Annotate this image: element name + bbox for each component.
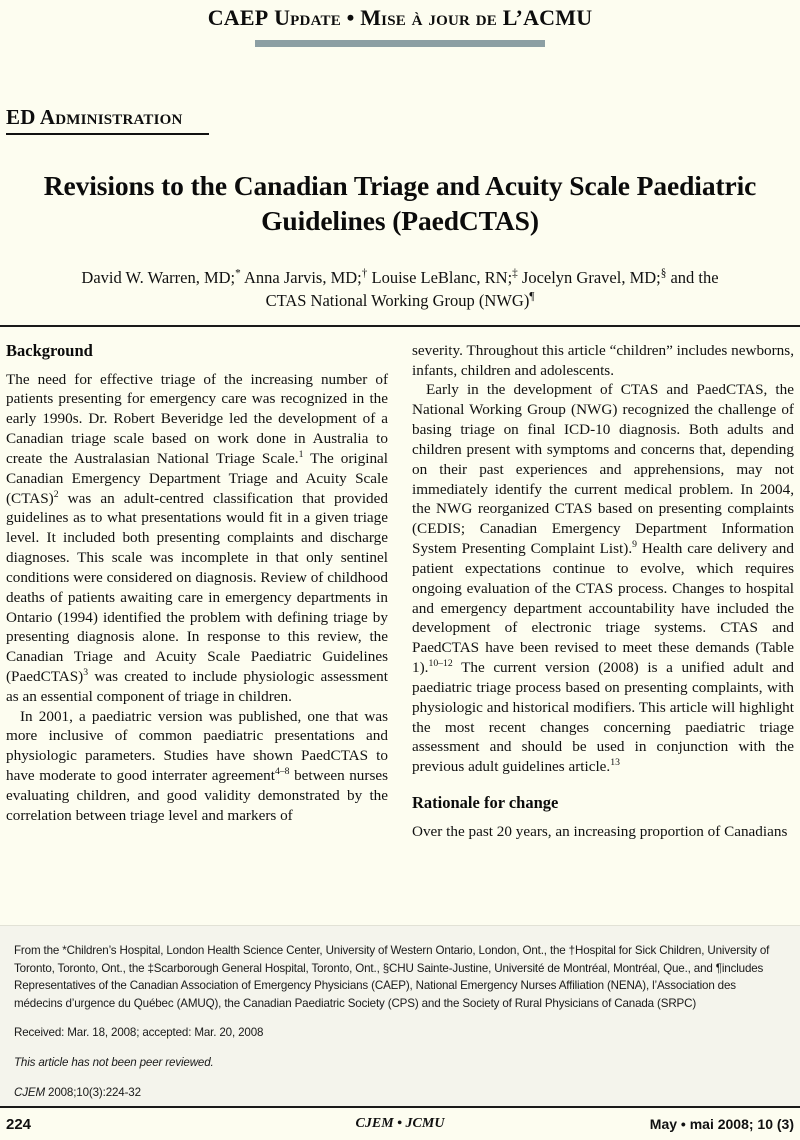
section-kicker	[6, 105, 209, 135]
header-divider-rule	[0, 325, 800, 327]
running-head	[0, 0, 800, 47]
article-title: Revisions to the Canadian Triage and Acuity Scale Paediatric Guidelines (PaedCTAS)	[43, 170, 757, 236]
citation-ref-2: 2	[53, 488, 59, 500]
column-left	[6, 341, 388, 826]
running-head-acmu: L’ACMU	[502, 5, 593, 30]
heading-rationale-for-change: Rationale for change	[412, 793, 559, 812]
rt-p2-seg2: Health care delivery and patient expectations continue to evolve, which requires ongoing evaluation of the CTAS process. Changes to hospital and emergency department accountability have included the development of electronic triage systems. CTAS and PaedCTAS have been revised to meet these demands (Table 1).	[412, 540, 794, 677]
rt-p2-seg1: Early in the development of CTAS and PaedCTAS, the National Working Group (NWG) recognized the challenge of basing triage on final ICD-10 diagnosis. Both adults and children present with symptoms and concerns that, depending on their past experiences and apprehensions, may not immediately identify the current medical problem. In 2004, the NWG reorganized CTAS based on presenting complaints (CEDIS; Canadian Emergency Department Information System Presenting Complaint List).	[412, 381, 794, 558]
running-head-text	[0, 6, 800, 30]
author-jarvis: Anna Jarvis, MD;	[240, 267, 362, 287]
running-head-mise: Mise à jour de	[360, 5, 497, 30]
author-and-the: and the	[666, 267, 719, 287]
affiliation-mark-dagger: †	[361, 267, 368, 280]
affiliation-mark-pilcrow: ¶	[529, 290, 535, 303]
article-body	[0, 341, 800, 842]
paragraph-background-1	[6, 370, 388, 707]
paragraph-rationale-1: Over the past 20 years, an increasing proportion of Canadians	[412, 822, 788, 840]
footer-issue-date: May • mai 2008; 10 (3)	[649, 1116, 794, 1132]
bg-p1-seg1: The need for effective triage of the increasing number of patients presenting for emergency care was recognized in the early 1990s. Dr. Robert Beveridge led the development of a Canadian triage scale based on work done in Australia to create the Australasian National Triage Scale.	[6, 370, 388, 467]
author-warren: David W. Warren, MD;	[81, 267, 236, 287]
author-group: CTAS National Working Group (NWG)	[265, 291, 530, 311]
citation-ref-3: 3	[83, 666, 89, 678]
paragraph-right-2	[412, 380, 794, 777]
paragraph-right-1: severity. Throughout this article “children” includes newborns, infants, children and adolescents.	[412, 341, 794, 379]
footnote-citation	[14, 1084, 786, 1102]
footnote-affiliations: From the *Children’s Hospital, London Health Science Center, University of Western Ontario, London, Ont., the †Hospital for Sick Children, University of Toronto, Toronto, Ont., the ‡Scarborough General Hospital, Toronto, Ont., §CHU Sainte-Justine, Université de Montréal, Montréal, Que., and ¶includes Representatives of the Canadian Association of Emergency Physicians (CAEP), National Emergency Nurses Affiliation (NENA), l’Association des médecins d’urgence du Québec (AMUQ), the Canadian Paediatric Society (CPS) and the Society of Rural Physicians of Canada (SRPC)	[14, 944, 770, 1010]
bg-p2-seg2: between nurses evaluating children, and good validity demonstrated by the correlation between triage level and markers of	[6, 767, 389, 824]
footnote-received-dates: Received: Mar. 18, 2008; accepted: Mar. 20, 2008	[14, 1026, 264, 1040]
author-list	[26, 266, 774, 313]
author-leblanc: Louise LeBlanc, RN;	[367, 267, 513, 287]
running-head-bullet: •	[346, 5, 355, 30]
citation-ref-9: 9	[632, 539, 637, 550]
citation-ref-13: 13	[610, 757, 620, 769]
bg-p1-seg4: was created to include physiologic assessment as an essential component of triage in children.	[6, 668, 388, 705]
kicker-ed: ED	[6, 105, 36, 130]
footnote-citation-rest: 2008;10(3):224-32	[44, 1085, 141, 1099]
page-footer	[0, 1106, 800, 1140]
affiliation-mark-section: §	[660, 267, 667, 280]
bg-p1-seg2: The original Canadian Emergency Department Triage and Acuity Scale (CTAS)	[6, 449, 388, 507]
paragraph-background-2	[6, 707, 388, 826]
rt-p2-seg3: The current version (2008) is a unified adult and paediatric triage process based on presenting complaints, with physiologic and historical modifiers. This article will highlight the most recent changes concerning paediatric triage assessment and should be used in conjunction with the previous adult guidelines article.	[412, 659, 794, 776]
bg-p2-seg1: In 2001, a paediatric version was published, one that was more inclusive of common paediatric presentations and physiologic parameters. Studies have shown PaedCTAS to have moderate to good interrater agreement	[6, 707, 388, 785]
kicker-administration: Administration	[39, 105, 183, 130]
affiliation-mark-doubledagger: ‡	[512, 267, 518, 280]
affiliation-mark-asterisk: *	[235, 267, 241, 280]
running-head-caep: CAEP	[207, 5, 269, 30]
citation-ref-4-8: 4–8	[274, 766, 290, 778]
footnote-peer-review-note: This article has not been peer reviewed.	[14, 1056, 214, 1070]
section-kicker-container	[0, 105, 800, 135]
bg-p1-seg3: was an adult-centred classification that provided guidelines as to what presentations would fit in a given triage level. It included both presenting complaints and discharge diagnoses. This scale was incomplete in that only sentinel conditions were considered on diagnosis. Review of childhood deaths of patients awaiting care in emergency departments in Ontario (1994) identified the problem with defining triage by presenting diagnosis alone. In response to this review, the Canadian Triage and Acuity Scale Paediatric Guidelines (PaedCTAS)	[6, 489, 388, 685]
author-gravel: Jocelyn Gravel, MD;	[517, 267, 661, 287]
running-head-update: Update	[274, 5, 341, 30]
column-right	[412, 341, 794, 842]
heading-background: Background	[6, 340, 93, 360]
page-number: 224	[6, 1115, 32, 1133]
footnote-block	[0, 925, 800, 1115]
running-head-rule	[255, 40, 545, 47]
footnote-citation-journal: CJEM	[14, 1085, 45, 1099]
citation-ref-1: 1	[298, 448, 304, 460]
footer-journal-name: CJEM • JCMU	[355, 1116, 445, 1131]
citation-ref-10-12: 10–12	[428, 657, 453, 669]
